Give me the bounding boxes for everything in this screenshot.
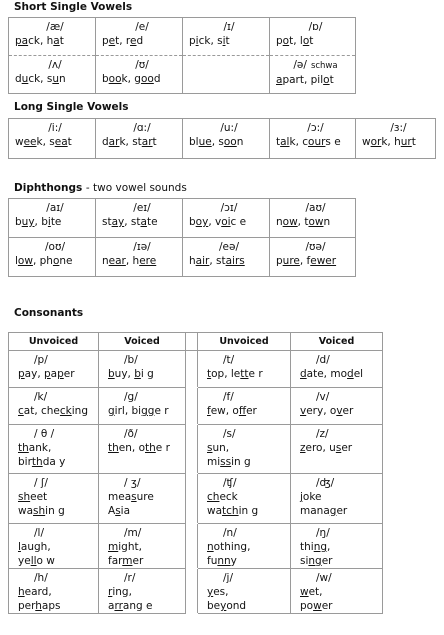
vowel-cell: /i:/ week, seat	[9, 119, 96, 159]
vowel-cell: /ɜ:/ work, hurt	[356, 119, 436, 159]
table-row	[9, 524, 383, 569]
consonant-cell: /l/ laugh, yello w	[9, 524, 99, 569]
section-title-consonants: Consonants	[14, 307, 84, 319]
consonant-cell: /z/ zero, user	[291, 425, 383, 474]
consonant-cell: /j/ yes, beyond	[198, 569, 291, 614]
table-row	[9, 238, 356, 277]
consonant-cell: /w/ wet, power	[291, 569, 383, 614]
consonant-cell: / θ / thank, birthda y	[9, 425, 99, 474]
section-title-diphthongs	[14, 182, 187, 195]
table-row	[9, 18, 356, 56]
vowel-cell: /ɪ/ pick, sit	[183, 18, 270, 56]
vowel-cell: /ə/ schwa apart, pilot	[270, 56, 356, 94]
column-header: Unvoiced	[9, 333, 99, 351]
vowel-cell: /eə/ hair, stairs	[183, 238, 270, 277]
table-row	[9, 199, 356, 238]
table-row	[9, 119, 436, 159]
vowel-cell: /ʌ/ duck, sun	[9, 56, 96, 94]
consonant-cell: /ʤ/ joke manager	[291, 474, 383, 524]
column-header: Unvoiced	[198, 333, 291, 351]
consonant-cell: /ð/ then, othe r	[99, 425, 186, 474]
diphthongs-table	[8, 198, 356, 277]
consonant-cell: /s/ sun, missin g	[198, 425, 291, 474]
vowel-cell: /eɪ/ stay, state	[96, 199, 183, 238]
vowel-cell: /ɔ:/ talk, cours e	[270, 119, 356, 159]
consonant-cell: /p/ pay, paper	[9, 351, 99, 388]
table-row	[9, 474, 383, 524]
vowel-cell: /ɑ:/ dark, start	[96, 119, 183, 159]
table-header-row	[9, 333, 383, 351]
vowel-cell: /aʊ/ now, town	[270, 199, 356, 238]
vowel-cell-empty	[183, 56, 270, 94]
section-title-short-vowels: Short Single Vowels	[14, 1, 133, 13]
consonant-cell: /ʧ/ check watchin g	[198, 474, 291, 524]
vowel-cell: /æ/ pack, hat	[9, 18, 96, 56]
column-header: Voiced	[291, 333, 383, 351]
consonant-cell: /h/ heard, perhaps	[9, 569, 99, 614]
consonant-cell: /r/ ring, arrang e	[99, 569, 186, 614]
consonant-cell: /t/ top, lette r	[198, 351, 291, 388]
vowel-cell: /ɔɪ/ boy, voic e	[183, 199, 270, 238]
vowel-cell: /e/ pet, red	[96, 18, 183, 56]
vowel-cell: /oʊ/ low, phone	[9, 238, 96, 277]
table-row	[9, 388, 383, 425]
table-row	[9, 351, 383, 388]
vowel-cell: /ɪə/ near, here	[96, 238, 183, 277]
column-header: Voiced	[99, 333, 186, 351]
table-row	[9, 56, 356, 94]
consonants-table	[8, 332, 383, 614]
consonant-cell: /n/ nothing, funny	[198, 524, 291, 569]
consonant-cell: /m/ might, farmer	[99, 524, 186, 569]
vowel-cell: /ʊə/ pure, fewer	[270, 238, 356, 277]
consonant-cell: / ʒ/ measure Asia	[99, 474, 186, 524]
vowel-cell: /u:/ blue, soon	[183, 119, 270, 159]
diphthongs-subtitle: - two vowel sounds	[85, 182, 187, 194]
short-vowels-table	[8, 17, 356, 94]
long-vowels-table	[8, 118, 436, 159]
consonant-cell: /v/ very, over	[291, 388, 383, 425]
vowel-cell: /aɪ/ buy, bite	[9, 199, 96, 238]
section-title-long-vowels: Long Single Vowels	[14, 101, 129, 113]
consonant-cell: /d/ date, model	[291, 351, 383, 388]
consonant-cell: /ŋ/ thing, singer	[291, 524, 383, 569]
consonant-cell: /g/ girl, bigge r	[99, 388, 186, 425]
consonant-cell: /k/ cat, checking	[9, 388, 99, 425]
consonant-cell: /f/ few, offer	[198, 388, 291, 425]
column-gap	[186, 333, 198, 351]
vowel-cell: /ɒ/ pot, lot	[270, 18, 356, 56]
consonant-cell: / ʃ/ sheet washin g	[9, 474, 99, 524]
diphthongs-title: Diphthongs	[14, 182, 83, 194]
consonant-cell: /b/ buy, bi g	[99, 351, 186, 388]
vowel-cell: /ʊ/ book, good	[96, 56, 183, 94]
table-row	[9, 425, 383, 474]
table-row	[9, 569, 383, 614]
